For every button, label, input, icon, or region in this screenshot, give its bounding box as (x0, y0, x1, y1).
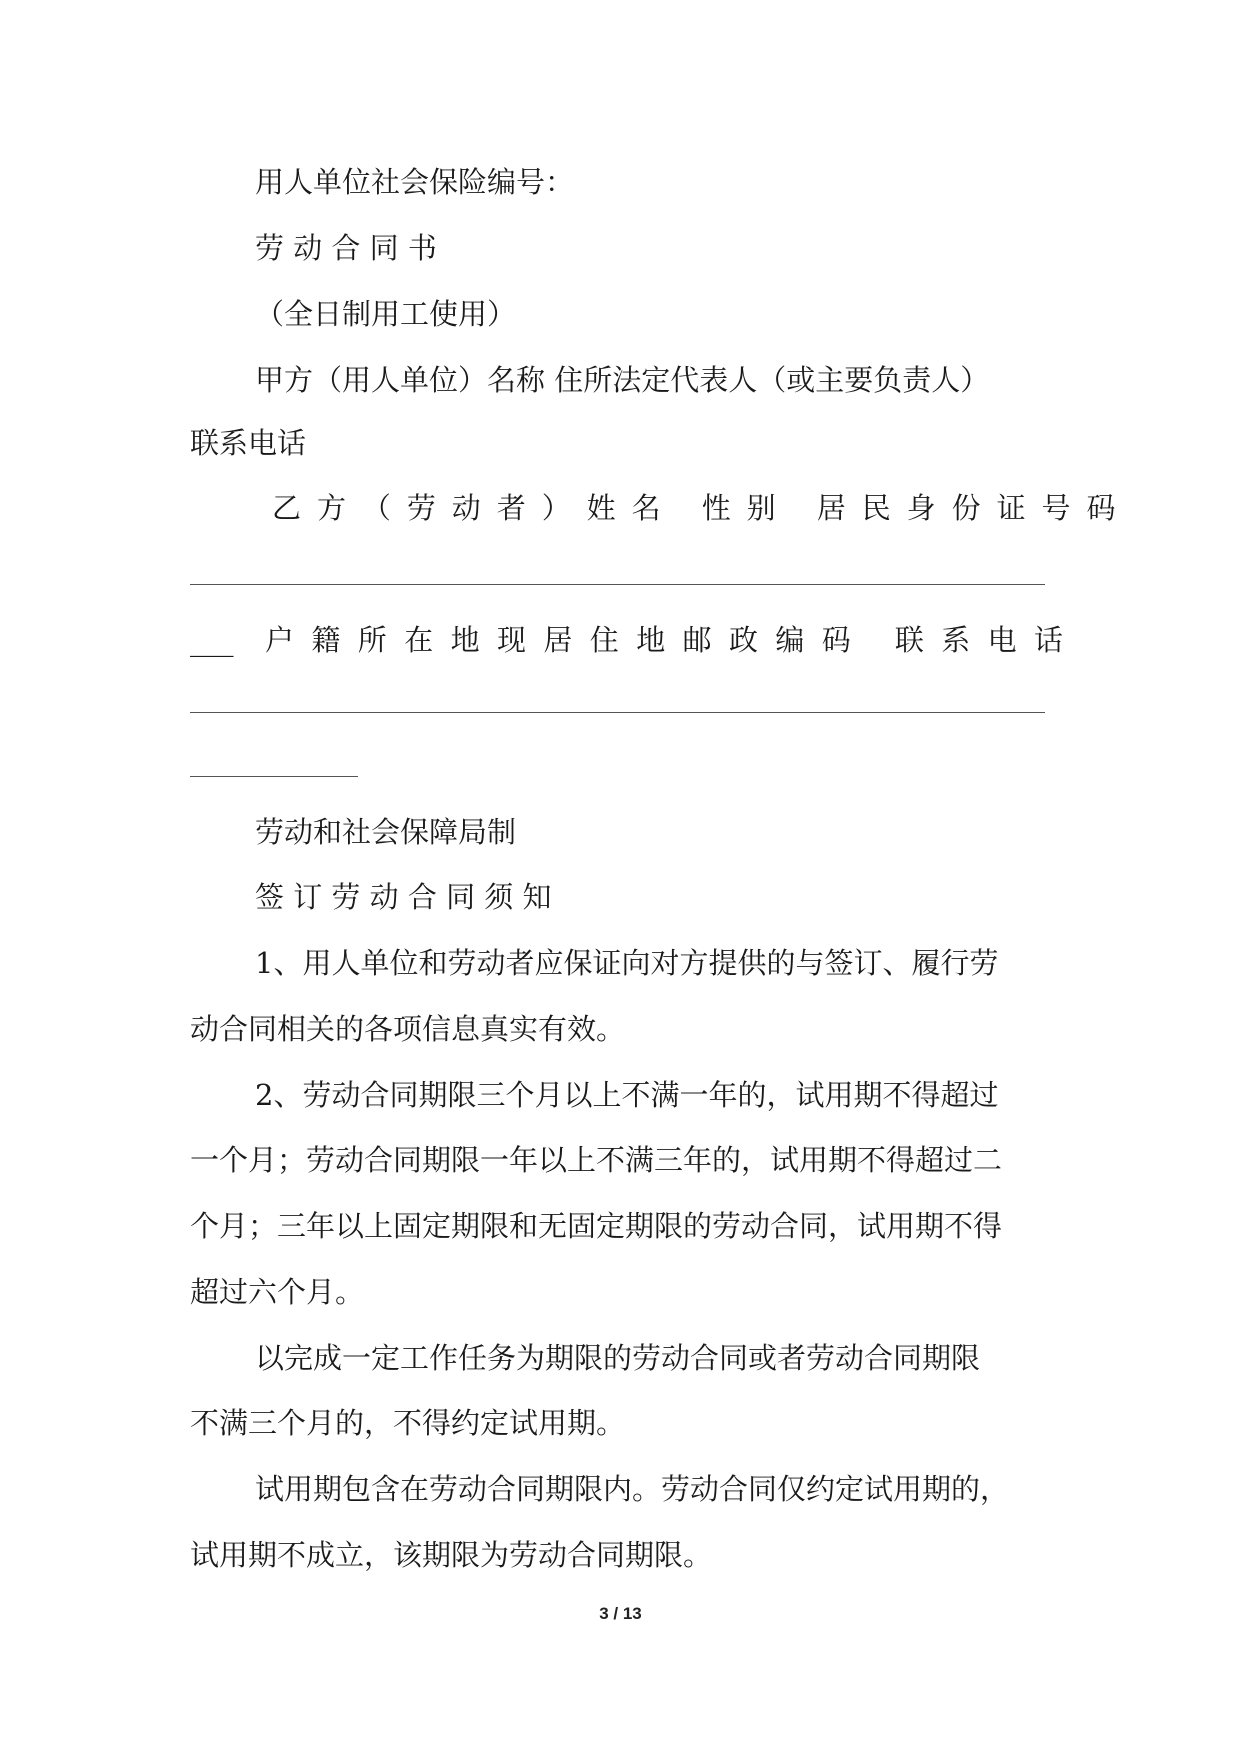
contract-title: 劳 动 合 同 书 (255, 231, 437, 265)
issuer-label: 劳动和社会保障局制 (255, 815, 517, 849)
notice-item-1-line-1: 1、用人单位和劳动者应保证向对方提供的与签订、履行劳 (255, 946, 999, 980)
notice-item-2-line-1: 2、劳动合同期限三个月以上不满一年的，试用期不得超过 (255, 1078, 999, 1112)
notice-title: 签 订 劳 动 合 同 须 知 (255, 880, 552, 914)
page-number: 3 / 13 (599, 1604, 642, 1623)
blank-rule-2 (190, 712, 1045, 713)
paragraph-4-line-2: 试用期不成立，该期限为劳动合同期限。 (190, 1538, 713, 1572)
paragraph-3-line-2: 不满三个月的，不得约定试用期。 (190, 1406, 626, 1440)
notice-item-2-line-4: 超过六个月。 (190, 1275, 365, 1309)
party-b-line-1: 乙方（劳动者）姓名 性别 居民身份证号码 (272, 491, 1132, 525)
party-b-line-2: 户籍所在地现居住地邮政编码 联系电话 (265, 623, 1081, 657)
notice-item-2-line-2: 一个月；劳动合同期限一年以上不满三年的，试用期不得超过二 (190, 1143, 1003, 1177)
insurance-number-label: 用人单位社会保险编号： (255, 165, 575, 199)
contract-subtitle: （全日制用工使用） (255, 297, 517, 331)
notice-item-1-line-2: 动合同相关的各项信息真实有效。 (190, 1012, 626, 1046)
party-a-line-1: 甲方（用人单位）名称 住所法定代表人（或主要负责人） (255, 363, 990, 397)
party-b-line-2-prefix: ___ (190, 623, 234, 657)
paragraph-3-line-1: 以完成一定工作任务为期限的劳动合同或者劳动合同期限 (255, 1341, 981, 1375)
blank-rule-1 (190, 584, 1045, 585)
paragraph-4-line-1: 试用期包含在劳动合同期限内。劳动合同仅约定试用期的， (255, 1472, 1010, 1506)
notice-item-2-line-3: 个月；三年以上固定期限和无固定期限的劳动合同，试用期不得 (190, 1209, 1003, 1243)
blank-rule-3 (190, 776, 358, 777)
party-a-line-2: 联系电话 (190, 426, 307, 460)
